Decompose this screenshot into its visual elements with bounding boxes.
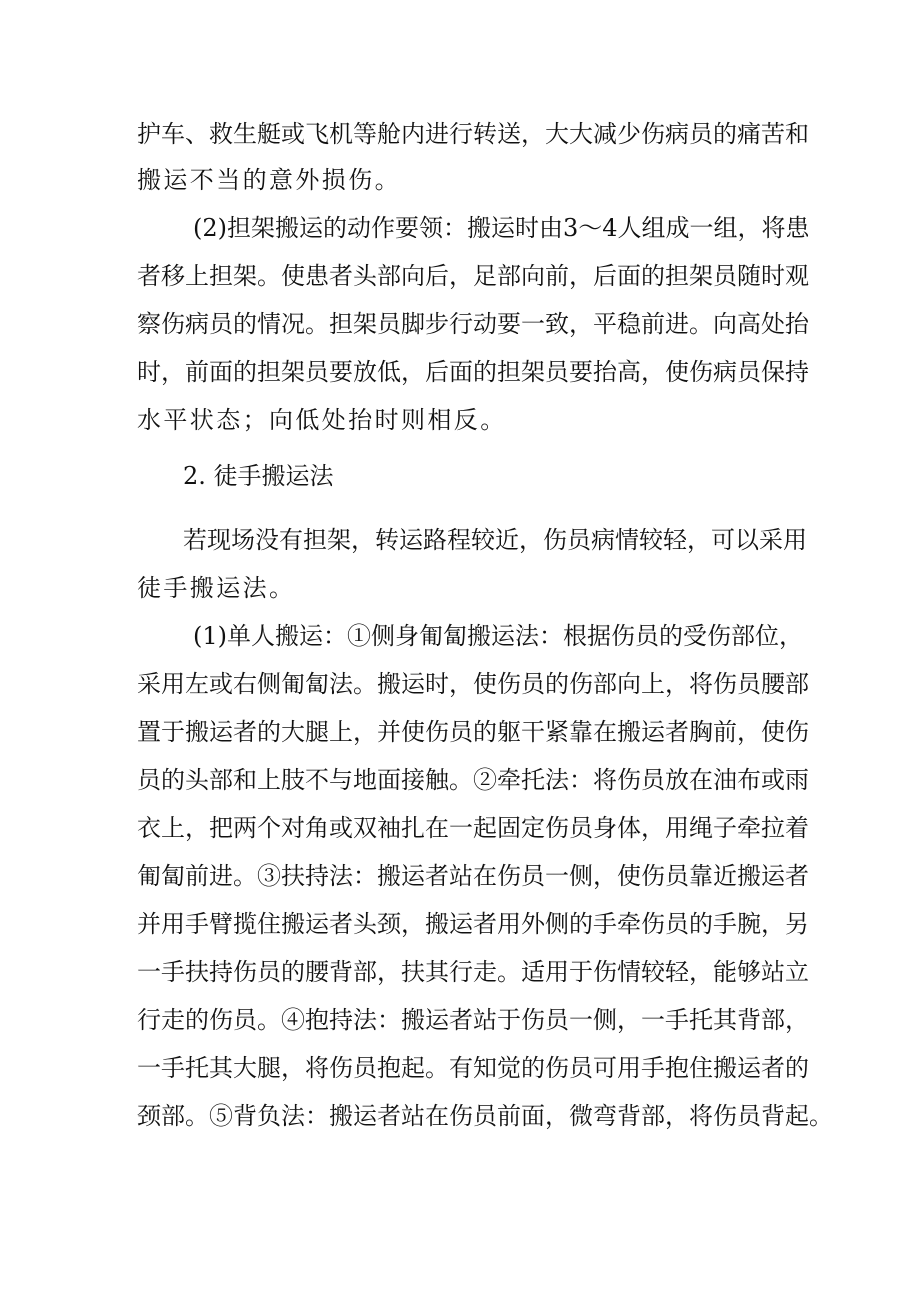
paragraph-line: 行走的伤员。④抱持法：搬运者站于伤员一侧，一手托其背部，	[137, 1006, 809, 1034]
paragraph-line: 察伤病员的情况。担架员脚步行动要一致，平稳前进。向高处抬	[137, 310, 809, 338]
paragraph-line: 采用左或右侧匍匐法。搬运时，使伤员的伤部向上，将伤员腰部	[137, 670, 809, 698]
paragraph-line: 搬运不当的意外损伤。	[137, 166, 401, 194]
paragraph-line: 衣上，把两个对角或双袖扎在一起固定伤员身体，用绳子牵拉着	[137, 814, 809, 842]
paragraph-line: 护车、救生艇或飞机等舱内进行转送，大大减少伤病员的痛苦和	[137, 120, 809, 148]
paragraph-line: 水平状态；向低处抬时则相反。	[137, 406, 507, 434]
paragraph-line: 一手扶持伤员的腰背部，扶其行走。适用于伤情较轻，能够站立	[137, 958, 809, 986]
paragraph-line: 并用手臂揽住搬运者头颈，搬运者用外侧的手牵伤员的手腕，另	[137, 910, 809, 938]
paragraph-line: 者移上担架。使患者头部向后，足部向前，后面的担架员随时观	[137, 262, 809, 290]
paragraph-line: 徒手搬运法。	[137, 574, 296, 602]
paragraph-line: 一手托其大腿，将伤员抱起。有知觉的伤员可用手抱住搬运者的	[137, 1054, 809, 1082]
paragraph-line: 若现场没有担架，转运路程较近，伤员病情较轻，可以采用	[183, 526, 807, 554]
paragraph-line: 时，前面的担架员要放低，后面的担架员要抬高，使伤病员保持	[137, 358, 809, 386]
paragraph-line: 匍匐前进。③扶持法：搬运者站在伤员一侧，使伤员靠近搬运者	[137, 862, 809, 890]
paragraph-line: 颈部。⑤背负法：搬运者站在伤员前面，微弯背部，将伤员背起。	[137, 1102, 833, 1130]
paragraph-line: 员的头部和上肢不与地面接触。②牵托法：将伤员放在油布或雨	[137, 766, 809, 794]
section-heading: 2. 徒手搬运法	[183, 462, 334, 490]
paragraph-line: 置于搬运者的大腿上，并使伤员的躯干紧靠在搬运者胸前，使伤	[137, 718, 809, 746]
paragraph-line: (2)担架搬运的动作要领：搬运时由3～4人组成一组，将患	[193, 214, 810, 242]
paragraph-line: (1)单人搬运：①侧身匍匐搬运法：根据伤员的受伤部位，	[193, 622, 803, 650]
